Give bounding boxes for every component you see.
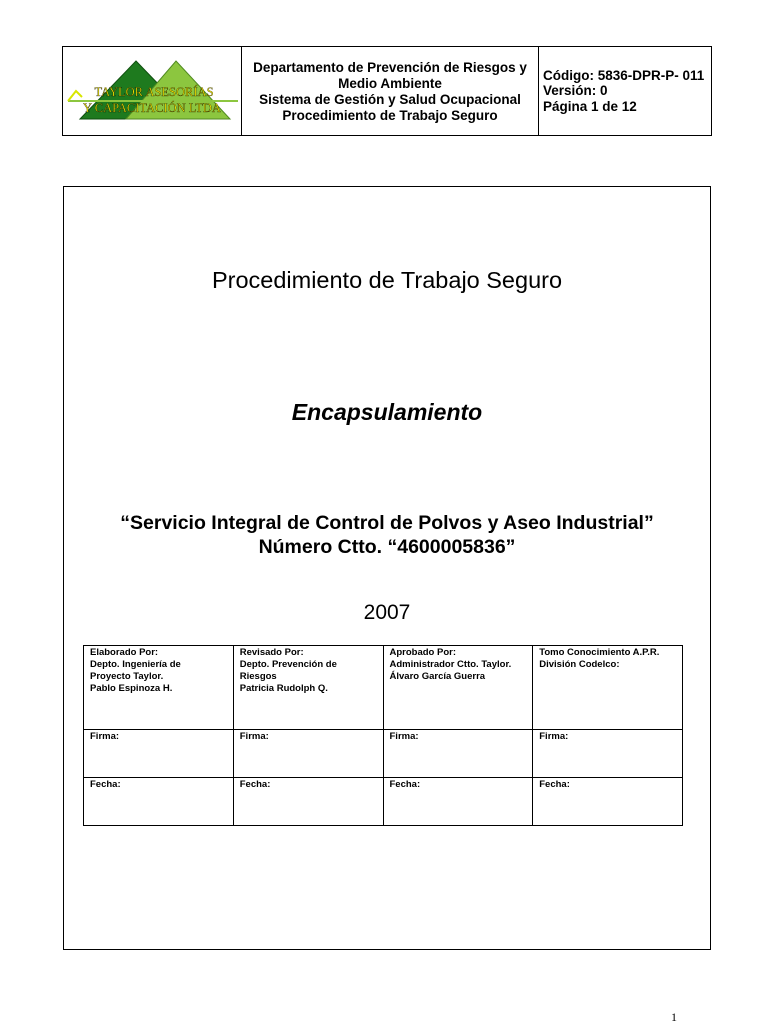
document-version: Versión: 0 — [543, 83, 608, 99]
cell-line: Revisado Por: — [239, 647, 304, 658]
elaborado-cell — [84, 646, 234, 730]
cell-line: Proyecto Taylor. — [90, 671, 164, 682]
service-description — [64, 511, 710, 559]
dept-line-2: Medio Ambiente — [338, 76, 442, 91]
cell-line: Tomo Conocimiento A.P.R. — [539, 647, 660, 658]
aprobado-cell — [383, 646, 533, 730]
logo-text-1: TAYLOR ASESORÍAS — [94, 85, 214, 99]
document-info-cell — [539, 47, 711, 135]
document-page: Página 1 de 12 — [543, 98, 637, 114]
fecha-cell: Fecha: — [383, 778, 533, 826]
service-line-2: Número Ctto. “4600005836” — [258, 536, 516, 558]
logo-text-2: Y CAPACITACIÓN LTDA — [83, 101, 221, 115]
firma-cell: Firma: — [383, 730, 533, 778]
cell-line: Depto. Ingeniería de — [90, 659, 181, 670]
cell-line: División Codelco: — [539, 659, 620, 670]
cover-subtitle: Encapsulamiento — [291, 399, 483, 425]
department-cell — [242, 47, 539, 135]
cell-line: Administrador Ctto. Taylor. — [389, 659, 512, 670]
page-number: 1 — [671, 1010, 677, 1024]
cell-line: Riesgos — [239, 671, 277, 682]
signature-firma-row — [84, 730, 683, 778]
service-line-1: “Servicio Integral de Control de Polvos y Aseo Industrial” — [120, 512, 654, 534]
cell-line: Elaborado Por: — [90, 647, 159, 658]
firma-cell: Firma: — [533, 730, 683, 778]
signature-names-row — [84, 646, 683, 730]
cover-title: Procedimiento de Trabajo Seguro — [211, 267, 563, 293]
cover-year: 2007 — [363, 601, 411, 624]
company-logo — [66, 57, 238, 123]
logo-cell — [63, 47, 242, 135]
dept-line-4: Procedimiento de Trabajo Seguro — [282, 108, 498, 123]
cell-line: Depto. Prevención de — [239, 659, 337, 670]
document-code: Código: 5836-DPR-P- 011 — [543, 67, 705, 83]
revisado-cell — [233, 646, 383, 730]
cell-line: Patricia Rudolph Q. — [239, 683, 328, 694]
dept-line-1: Departamento de Prevención de Riesgos y — [253, 60, 527, 75]
tomo-conocimiento-cell — [533, 646, 683, 730]
fecha-cell: Fecha: — [233, 778, 383, 826]
cover-frame — [63, 186, 711, 950]
firma-cell: Firma: — [84, 730, 234, 778]
signature-fecha-row — [84, 778, 683, 826]
signature-table — [83, 645, 683, 826]
fecha-cell: Fecha: — [84, 778, 234, 826]
document-header — [62, 46, 712, 136]
firma-cell: Firma: — [233, 730, 383, 778]
fecha-cell: Fecha: — [533, 778, 683, 826]
cell-line: Aprobado Por: — [389, 647, 456, 658]
dept-line-3: Sistema de Gestión y Salud Ocupacional — [259, 92, 521, 107]
cell-line: Álvaro García Guerra — [389, 671, 486, 682]
cell-line: Pablo Espinoza H. — [90, 683, 173, 694]
